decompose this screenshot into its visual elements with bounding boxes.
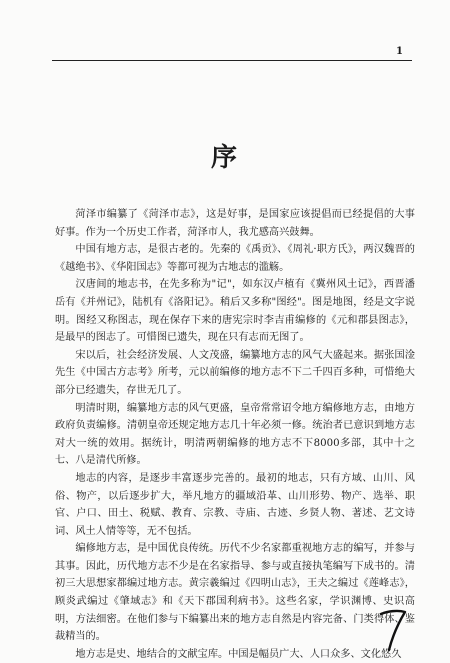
paragraph: 中国有地方志，是很古老的。先秦的《禹贡》、《周礼·职方氏》，两汉魏晋的《越绝书》、《华阳国志》等都可视为古地志的滥觞。 [55, 244, 415, 273]
paragraph: 编修地方志，是中国优良传统。历代不少名家都重视地方志的编写，并参与其事。因此，历代地方志不少是在名家指导、参与或直接执笔编写下成书的。清初三大思想家都编过地方志。黄宗羲编过《四明山志》，王夫之编过《莲峰志》，顾炎武编过《肇域志》和《天下郡国利病书》。这些名家，学识渊博、史识高明，方法细密。在他们参与下编纂出来的地方志自然是内容完备、门类得体、鉴裁精当的。 [55, 543, 415, 643]
paragraph: 地方志是史、地结合的文献宝库。中国是幅员广大、人口众多、文化悠久 [75, 648, 402, 660]
page-title: 序 [210, 143, 239, 174]
paragraph: 汉唐间的地志书，在先多称为"记"，如东汉卢植有《冀州风土记》，西晋潘岳有《并州记》，陆机有《洛阳记》。稍后又多称"图经"。图是地图，经是文字说明。图经又称图志，现在保存下来的唐宪宗时李吉甫编修的《元和郡县图志》，是最早的图志了。可惜图已遗失，现在只有志而无图了。 [55, 279, 415, 344]
paragraph: 宋以后，社会经济发展、人文茂盛，编纂地方志的风气大盛起来。据张国淦先生《中国古方志考》所考，元以前编修的地方志不下二千四百多种，可惜绝大部分已经遗失，存世无几了。 [55, 349, 415, 396]
paragraph: 地志的内容，是逐步丰富逐步完善的。最初的地志，只有方域、山川、风俗、物产，以后逐步扩大，举凡地方的疆域沿革、山川形势、物产、选举、职官、户口、田土、税赋、教育、宗教、寺庙、古迹、乡贤人物、著述、艺文诗词、风土人情等等，无不包括。 [55, 472, 415, 537]
paragraph: 菏泽市编纂了《菏泽市志》，这是好事，是国家应该提倡而已经提倡的大事好事。作为一个历史工作者，菏泽市人，我尤感高兴鼓舞。 [55, 209, 415, 238]
page-number: 1 [396, 46, 403, 57]
body-text [55, 206, 415, 663]
paragraph: 明清时期，编纂地方志的风气更盛，皇帝常常诏令地方编修地方志，由地方政府负责编修。清朝皇帝还规定地方志几十年必须一修。统治者已意识到地方志对大一统的效用。据统计，明清两朝编修的地方志不下8000多部，其中十之七、八是清代所修。 [55, 402, 415, 467]
handwritten-mark [378, 608, 408, 652]
header-rule [52, 60, 412, 61]
